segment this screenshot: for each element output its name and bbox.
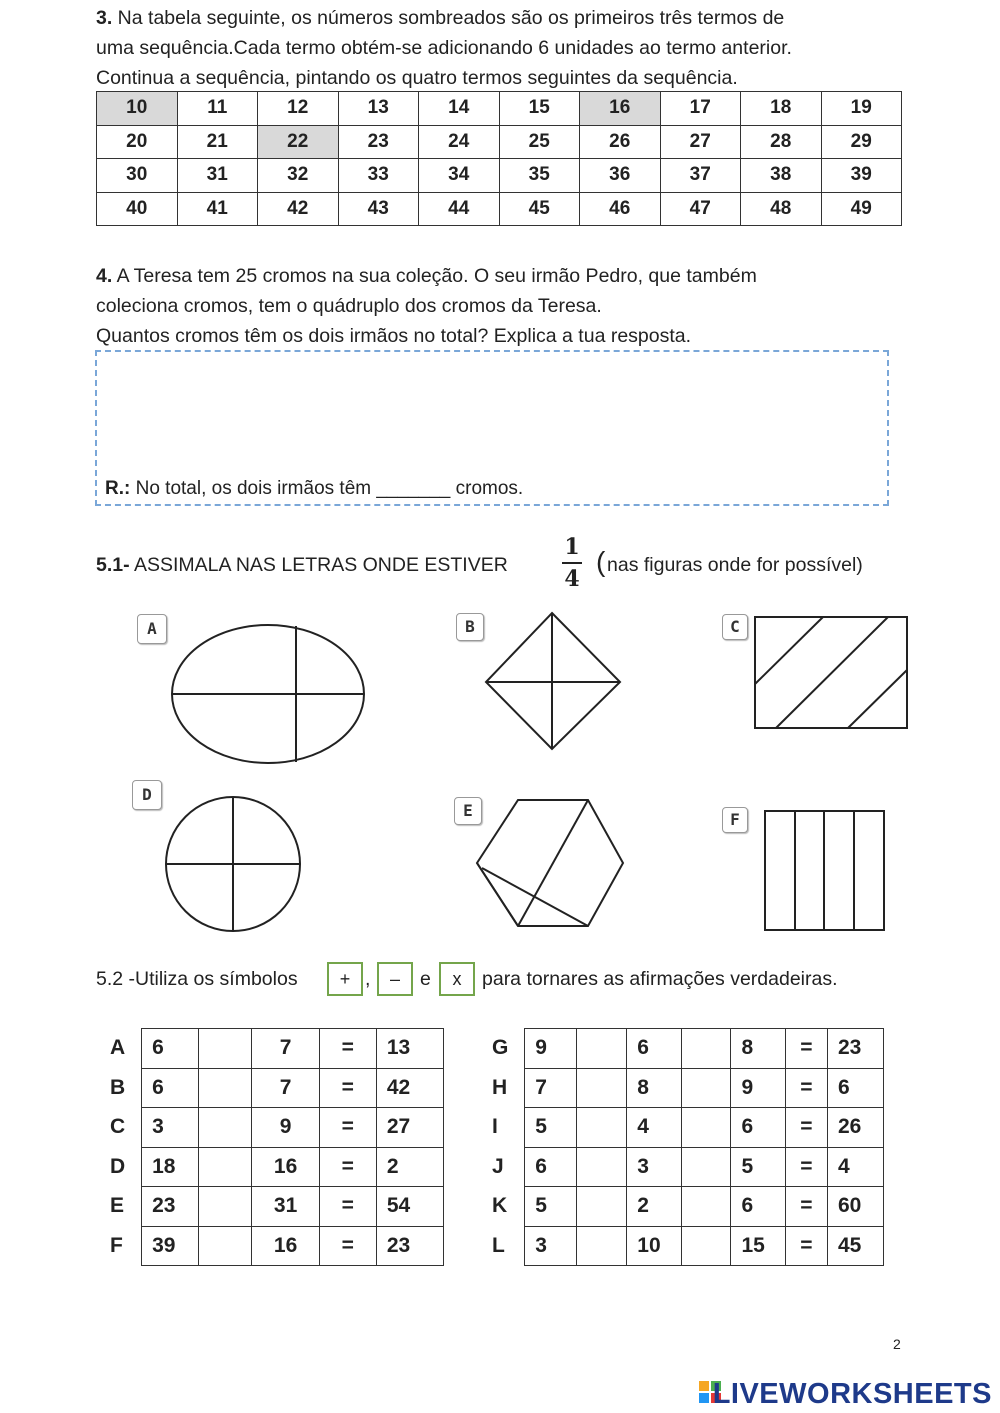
equation-operand: 6 <box>627 1029 681 1069</box>
equals-sign: = <box>785 1147 827 1187</box>
equation-result: 13 <box>376 1029 443 1069</box>
operator-slot[interactable] <box>199 1068 252 1108</box>
figure-b-rhombus <box>486 613 620 749</box>
equation-operand: 7 <box>525 1068 577 1108</box>
equation-label: A <box>110 1036 126 1060</box>
sequence-cell[interactable]: 39 <box>821 159 902 193</box>
operator-slot[interactable] <box>681 1029 731 1069</box>
sequence-cell[interactable]: 36 <box>580 159 661 193</box>
equation-operand: 9 <box>252 1108 319 1148</box>
sequence-cell[interactable]: 41 <box>177 192 258 226</box>
equation-operand: 3 <box>142 1108 199 1148</box>
equation-operand: 8 <box>627 1068 681 1108</box>
equation-row <box>110 1108 444 1148</box>
operator-slot[interactable] <box>681 1226 731 1266</box>
figure-label-d[interactable]: D <box>132 780 162 810</box>
equals-sign: = <box>319 1226 376 1266</box>
sequence-cell[interactable]: 23 <box>338 125 419 159</box>
equation-row <box>492 1187 884 1227</box>
equation-operand: 18 <box>142 1147 199 1187</box>
equals-sign: = <box>785 1226 827 1266</box>
equation-operand: 16 <box>252 1147 319 1187</box>
equals-sign: = <box>785 1068 827 1108</box>
equation-result: 60 <box>828 1187 884 1227</box>
operator-slot[interactable] <box>199 1108 252 1148</box>
q4-line3: Quantos cromos têm os dois irmãos no total? Explica a tua resposta. <box>96 325 692 347</box>
page-number: 2 <box>893 1336 901 1352</box>
equation-operand: 6 <box>525 1147 577 1187</box>
equation-result: 45 <box>828 1226 884 1266</box>
q51-note: nas figuras onde for possível) <box>607 554 863 576</box>
operator-slot[interactable] <box>681 1108 731 1148</box>
symbol-minus[interactable]: – <box>377 962 413 996</box>
sequence-cell[interactable]: 14 <box>419 92 500 126</box>
equals-sign: = <box>319 1029 376 1069</box>
equation-label: C <box>110 1115 126 1139</box>
equation-operand: 39 <box>142 1226 199 1266</box>
equals-sign: = <box>319 1068 376 1108</box>
equation-label: H <box>492 1075 508 1099</box>
equation-label: B <box>110 1075 126 1099</box>
q4-line1: 4. A Teresa tem 25 cromos na sua coleção. O seu irmão Pedro, que também <box>96 265 757 287</box>
equation-operand: 9 <box>731 1068 785 1108</box>
equation-operand: 31 <box>252 1187 319 1227</box>
equation-operand: 7 <box>252 1029 319 1069</box>
sequence-cell[interactable]: 45 <box>499 192 580 226</box>
sequence-cell[interactable]: 11 <box>177 92 258 126</box>
operator-slot[interactable] <box>199 1226 252 1266</box>
q52-outro: para tornares as afirmações verdadeiras. <box>482 968 838 990</box>
sequence-cell[interactable]: 16 <box>580 92 661 126</box>
q4-line2: coleciona cromos, tem o quádruplo dos cromos da Teresa. <box>96 295 602 317</box>
sequence-cell[interactable]: 38 <box>741 159 822 193</box>
figure-f-rectangle-strips <box>765 811 884 930</box>
equals-sign: = <box>785 1187 827 1227</box>
operator-slot[interactable] <box>681 1068 731 1108</box>
equation-row <box>110 1068 444 1108</box>
q52-intro: 5.2 -Utiliza os símbolos <box>96 968 298 990</box>
figure-label-b[interactable]: B <box>456 613 484 641</box>
equation-operand: 6 <box>731 1108 785 1148</box>
q51-instruction: 5.1- ASSIMALA NAS LETRAS ONDE ESTIVER <box>96 554 508 576</box>
figure-c-rectangle-diagonals <box>755 617 907 728</box>
paren-open: ( <box>596 546 606 577</box>
equation-row <box>492 1226 884 1266</box>
equation-result: 23 <box>376 1226 443 1266</box>
sequence-cell[interactable]: 20 <box>97 125 178 159</box>
operator-slot[interactable] <box>199 1147 252 1187</box>
sequence-cell[interactable]: 27 <box>660 125 741 159</box>
operator-slot[interactable] <box>681 1187 731 1227</box>
equals-sign: = <box>319 1147 376 1187</box>
sequence-cell[interactable]: 40 <box>97 192 178 226</box>
equation-operand: 15 <box>731 1226 785 1266</box>
figure-label-e[interactable]: E <box>454 797 482 825</box>
equation-operand: 23 <box>142 1187 199 1227</box>
equation-operand: 5 <box>731 1147 785 1187</box>
equation-result: 2 <box>376 1147 443 1187</box>
equation-result: 23 <box>828 1029 884 1069</box>
figure-e-hexagon <box>477 800 623 926</box>
liveworksheets-brand: LIVEWORKSHEETS <box>712 1378 992 1410</box>
equation-operand: 2 <box>627 1187 681 1227</box>
equals-sign: = <box>319 1187 376 1227</box>
sequence-cell[interactable]: 26 <box>580 125 661 159</box>
sequence-cell[interactable]: 29 <box>821 125 902 159</box>
equation-label: K <box>492 1194 508 1218</box>
equation-operand: 3 <box>525 1226 577 1266</box>
equation-label: J <box>492 1154 504 1178</box>
sequence-cell[interactable]: 30 <box>97 159 178 193</box>
sequence-cell[interactable]: 34 <box>419 159 500 193</box>
sequence-cell[interactable]: 19 <box>821 92 902 126</box>
equation-operand: 7 <box>252 1068 319 1108</box>
sequence-cell[interactable]: 37 <box>660 159 741 193</box>
sequence-cell[interactable]: 22 <box>258 125 339 159</box>
equation-operand: 10 <box>627 1226 681 1266</box>
equation-result: 27 <box>376 1108 443 1148</box>
equation-row <box>492 1068 884 1108</box>
sequence-cell[interactable]: 12 <box>258 92 339 126</box>
sequence-cell[interactable]: 24 <box>419 125 500 159</box>
fraction-denominator: 4 <box>564 566 580 592</box>
equation-operand: 5 <box>525 1108 577 1148</box>
sequence-cell[interactable]: 47 <box>660 192 741 226</box>
figure-label-c[interactable]: C <box>722 614 748 640</box>
q3-line3: Continua a sequência, pintando os quatro termos seguintes da sequência. <box>96 67 738 89</box>
answer-sentence: R.: No total, os dois irmãos têm _______ cromos. <box>105 478 524 499</box>
equation-result: 6 <box>828 1068 884 1108</box>
equation-row <box>492 1108 884 1148</box>
sequence-cell[interactable]: 28 <box>741 125 822 159</box>
operator-slot[interactable] <box>577 1108 627 1148</box>
equation-label: G <box>492 1036 509 1060</box>
equation-operand: 5 <box>525 1187 577 1227</box>
q3-line1: 3. Na tabela seguinte, os números sombreados são os primeiros três termos de <box>96 7 785 29</box>
equation-operand: 6 <box>142 1029 199 1069</box>
sequence-cell[interactable]: 35 <box>499 159 580 193</box>
equation-result: 54 <box>376 1187 443 1227</box>
sequence-cell[interactable]: 18 <box>741 92 822 126</box>
sequence-cell[interactable]: 10 <box>97 92 178 126</box>
operations-table-left <box>110 1028 444 1266</box>
equation-row <box>110 1187 444 1227</box>
equation-label: E <box>110 1194 125 1218</box>
equals-sign: = <box>785 1108 827 1148</box>
equation-operand: 16 <box>252 1226 319 1266</box>
equation-operand: 6 <box>731 1187 785 1227</box>
operator-slot[interactable] <box>577 1029 627 1069</box>
sequence-cell[interactable]: 43 <box>338 192 419 226</box>
equation-row <box>492 1147 884 1187</box>
equation-label: I <box>492 1115 498 1139</box>
operator-slot[interactable] <box>577 1226 627 1266</box>
equation-result: 26 <box>828 1108 884 1148</box>
equation-operand: 8 <box>731 1029 785 1069</box>
fraction-numerator: 1 <box>564 534 580 560</box>
q52-comma: , <box>365 968 371 990</box>
symbol-plus[interactable]: + <box>327 962 363 996</box>
equation-row <box>110 1147 444 1187</box>
sequence-cell[interactable]: 31 <box>177 159 258 193</box>
operator-slot[interactable] <box>199 1029 252 1069</box>
equation-operand: 4 <box>627 1108 681 1148</box>
sequence-cell[interactable]: 49 <box>821 192 902 226</box>
equation-row <box>110 1029 444 1069</box>
sequence-cell[interactable]: 25 <box>499 125 580 159</box>
q3-line2: uma sequência.Cada termo obtém-se adicionando 6 unidades ao termo anterior. <box>96 37 792 59</box>
operations-table-right <box>492 1028 884 1266</box>
equation-operand: 3 <box>627 1147 681 1187</box>
equals-sign: = <box>785 1029 827 1069</box>
sequence-cell[interactable]: 33 <box>338 159 419 193</box>
sequence-cell[interactable]: 48 <box>741 192 822 226</box>
operator-slot[interactable] <box>577 1068 627 1108</box>
equation-operand: 6 <box>142 1068 199 1108</box>
equation-row <box>492 1029 884 1069</box>
sequence-cell[interactable]: 42 <box>258 192 339 226</box>
operator-slot[interactable] <box>577 1187 627 1227</box>
sequence-cell[interactable]: 15 <box>499 92 580 126</box>
equation-label: F <box>110 1233 123 1257</box>
symbol-times[interactable]: x <box>439 962 475 996</box>
figure-label-f[interactable]: F <box>722 807 748 833</box>
figure-a-ellipse <box>172 625 364 763</box>
sequence-cell[interactable]: 13 <box>338 92 419 126</box>
figure-label-a[interactable]: A <box>137 614 167 644</box>
figure-d-circle <box>166 797 300 931</box>
equation-operand: 9 <box>525 1029 577 1069</box>
operator-slot[interactable] <box>577 1147 627 1187</box>
sequence-cell[interactable]: 21 <box>177 125 258 159</box>
equals-sign: = <box>319 1108 376 1148</box>
equation-result: 4 <box>828 1147 884 1187</box>
sequence-cell[interactable]: 17 <box>660 92 741 126</box>
equation-label: L <box>492 1233 505 1257</box>
operator-slot[interactable] <box>681 1147 731 1187</box>
equation-label: D <box>110 1154 126 1178</box>
equation-result: 42 <box>376 1068 443 1108</box>
q52-and: e <box>420 968 431 990</box>
operator-slot[interactable] <box>199 1187 252 1227</box>
equation-row <box>110 1226 444 1266</box>
sequence-cell[interactable]: 44 <box>419 192 500 226</box>
sequence-cell[interactable]: 32 <box>258 159 339 193</box>
sequence-cell[interactable]: 46 <box>580 192 661 226</box>
